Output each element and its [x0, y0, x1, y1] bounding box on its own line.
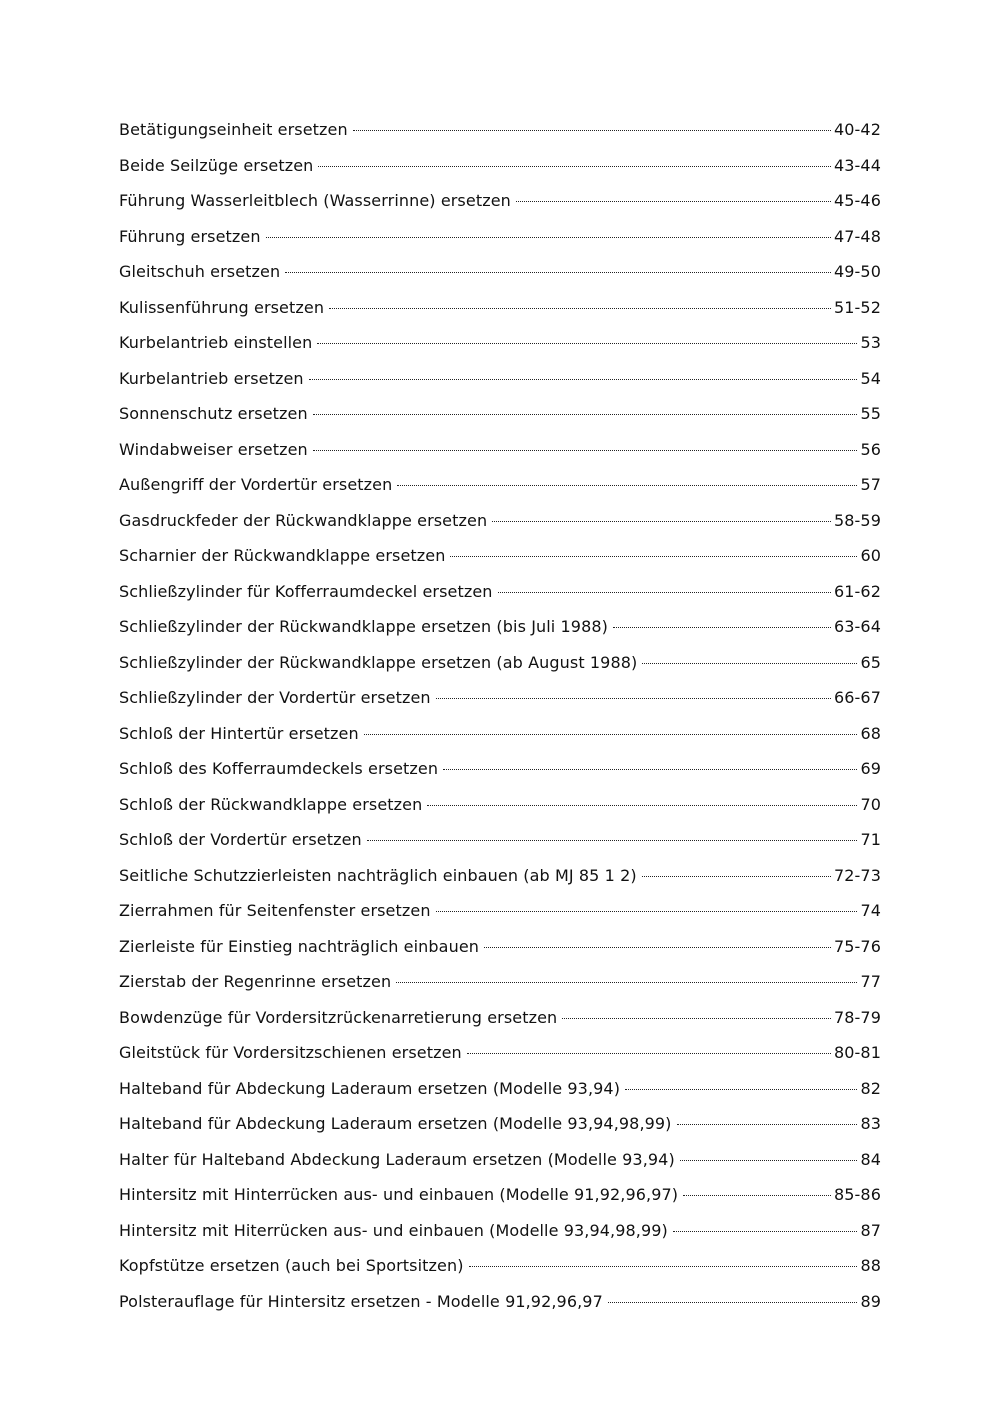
- toc-entry[interactable]: [119, 1284, 881, 1320]
- toc-entry-page: 43-44: [834, 155, 881, 175]
- toc-dot-leader: [562, 1018, 831, 1019]
- toc-dot-leader: [469, 1266, 858, 1267]
- toc-entry[interactable]: [119, 1142, 881, 1178]
- toc-dot-leader: [608, 1302, 858, 1303]
- toc-entry[interactable]: [119, 290, 881, 326]
- toc-entry-title: Kopfstütze ersetzen (auch bei Sportsitzen): [119, 1256, 464, 1275]
- toc-entry-title: Schließzylinder für Kofferraumdeckel ersetzen: [119, 581, 493, 601]
- toc-entry-title: Kulissenführung ersetzen: [119, 297, 325, 317]
- toc-dot-leader: [436, 698, 831, 699]
- toc-dot-leader: [498, 592, 831, 593]
- toc-entry-page: 83: [860, 1114, 881, 1133]
- toc-entry-page: 49-50: [834, 262, 881, 281]
- toc-dot-leader: [427, 805, 857, 806]
- toc-entry-title: Zierleiste für Einstieg nachträglich einbauen: [119, 936, 479, 956]
- toc-entry-title: Schloß der Rückwandklappe ersetzen: [119, 794, 423, 814]
- toc-entry-page: 89: [860, 1291, 881, 1311]
- toc-dot-leader: [285, 272, 831, 273]
- toc-entry-title: Beide Seilzüge ersetzen: [119, 155, 314, 175]
- toc-entry-page: 63-64: [834, 617, 881, 636]
- toc-entry-page: 61-62: [834, 581, 881, 601]
- toc-dot-leader: [516, 201, 831, 202]
- toc-dot-leader: [436, 911, 858, 912]
- toc-entry-page: 85-86: [834, 1185, 881, 1204]
- toc-dot-leader: [364, 734, 858, 735]
- toc-entry-page: 45-46: [834, 191, 881, 210]
- toc-entry[interactable]: [119, 822, 881, 858]
- toc-entry-title: Bowdenzüge für Vordersitzrückenarretierung ersetzen: [119, 1007, 558, 1027]
- toc-entry[interactable]: [119, 680, 881, 716]
- toc-entry-page: 69: [860, 759, 881, 778]
- toc-entry-title: Kurbelantrieb ersetzen: [119, 368, 304, 388]
- toc-entry-title: Betätigungseinheit ersetzen: [119, 120, 348, 139]
- toc-entry[interactable]: [119, 787, 881, 823]
- toc-dot-leader: [367, 840, 858, 841]
- toc-entry-title: Hintersitz mit Hiterrücken aus- und einbauen (Modelle 93,94,98,99): [119, 1220, 668, 1240]
- toc-entry-page: 68: [860, 723, 881, 743]
- toc-entry-title: Zierstab der Regenrinne ersetzen: [119, 972, 392, 991]
- toc-dot-leader: [317, 343, 857, 344]
- toc-entry-title: Schloß der Vordertür ersetzen: [119, 830, 362, 849]
- toc-entry-title: Gleitstück für Vordersitzschienen ersetzen: [119, 1043, 462, 1062]
- toc-entry-page: 47-48: [834, 226, 881, 246]
- toc-entry-title: Schloß der Hintertür ersetzen: [119, 723, 359, 743]
- toc-dot-leader: [492, 521, 831, 522]
- toc-entry-title: Seitliche Schutzzierleisten nachträglich einbauen (ab MJ 85 1 2): [119, 865, 637, 885]
- toc-dot-leader: [467, 1053, 831, 1054]
- toc-entry[interactable]: [119, 538, 881, 574]
- toc-dot-leader: [397, 485, 857, 486]
- toc-entry[interactable]: [119, 929, 881, 965]
- toc-entry-page: 78-79: [834, 1007, 881, 1027]
- toc-entry[interactable]: [119, 1213, 881, 1249]
- toc-dot-leader: [353, 130, 831, 131]
- toc-entry[interactable]: [119, 609, 881, 645]
- toc-dot-leader: [680, 1160, 858, 1161]
- toc-dot-leader: [642, 876, 831, 877]
- toc-entry-page: 87: [860, 1220, 881, 1240]
- toc-entry[interactable]: [119, 645, 881, 681]
- toc-entry-title: Zierrahmen für Seitenfenster ersetzen: [119, 901, 431, 920]
- toc-entry-page: 56: [860, 439, 881, 459]
- toc-entry-page: 57: [860, 475, 881, 494]
- toc-entry[interactable]: [119, 432, 881, 468]
- toc-entry[interactable]: [119, 1071, 881, 1107]
- toc-entry[interactable]: [119, 1177, 881, 1213]
- toc-dot-leader: [313, 450, 858, 451]
- toc-dot-leader: [266, 237, 831, 238]
- toc-entry-title: Schließzylinder der Vordertür ersetzen: [119, 688, 431, 707]
- toc-dot-leader: [642, 663, 857, 664]
- toc-entry-page: 55: [860, 404, 881, 423]
- toc-entry-page: 74: [860, 901, 881, 920]
- toc-entry-title: Scharnier der Rückwandklappe ersetzen: [119, 546, 446, 565]
- toc-dot-leader: [309, 379, 858, 380]
- toc-entry-title: Schließzylinder der Rückwandklappe ersetzen (bis Juli 1988): [119, 617, 608, 636]
- toc-entry[interactable]: [119, 219, 881, 255]
- toc-entry-title: Gleitschuh ersetzen: [119, 262, 281, 281]
- toc-entry-page: 75-76: [834, 936, 881, 956]
- toc-entry-page: 58-59: [834, 510, 881, 530]
- toc-entry-page: 60: [860, 546, 881, 565]
- toc-entry[interactable]: [119, 148, 881, 184]
- toc-entry-page: 65: [860, 652, 881, 672]
- toc-entry-title: Führung ersetzen: [119, 226, 261, 246]
- toc-dot-leader: [313, 414, 858, 415]
- toc-entry[interactable]: [119, 361, 881, 397]
- toc-entry[interactable]: [119, 325, 881, 361]
- toc-entry-page: 82: [860, 1078, 881, 1098]
- toc-entry[interactable]: [119, 1106, 881, 1142]
- toc-entry-title: Schließzylinder der Rückwandklappe ersetzen (ab August 1988): [119, 652, 638, 672]
- toc-dot-leader: [318, 166, 831, 167]
- toc-entry[interactable]: [119, 893, 881, 929]
- toc-dot-leader: [683, 1195, 831, 1196]
- toc-entry-title: Führung Wasserleitblech (Wasserrinne) ersetzen: [119, 191, 511, 210]
- toc-dot-leader: [677, 1124, 858, 1125]
- toc-dot-leader: [329, 308, 831, 309]
- toc-entry-page: 40-42: [834, 120, 881, 139]
- toc-dot-leader: [443, 769, 857, 770]
- toc-entry-page: 70: [860, 794, 881, 814]
- toc-entry-page: 84: [860, 1149, 881, 1169]
- toc-entry[interactable]: [119, 112, 881, 148]
- toc-entry-title: Kurbelantrieb einstellen: [119, 333, 313, 352]
- toc-entry-page: 53: [860, 333, 881, 352]
- toc-dot-leader: [484, 947, 831, 948]
- toc-dot-leader: [673, 1231, 858, 1232]
- toc-entry-page: 71: [860, 830, 881, 849]
- toc-entry[interactable]: [119, 254, 881, 290]
- toc-entry[interactable]: [119, 751, 881, 787]
- toc-entry-page: 88: [860, 1256, 881, 1275]
- toc-entry-page: 66-67: [834, 688, 881, 707]
- toc-entry-title: Außengriff der Vordertür ersetzen: [119, 475, 393, 494]
- toc-entry[interactable]: [119, 1035, 881, 1071]
- toc-entry[interactable]: [119, 716, 881, 752]
- toc-entry-page: 72-73: [834, 865, 881, 885]
- toc-entry[interactable]: [119, 396, 881, 432]
- toc-entry-title: Halteband für Abdeckung Laderaum ersetzen (Modelle 93,94,98,99): [119, 1114, 672, 1133]
- toc-entry-page: 80-81: [834, 1043, 881, 1062]
- toc-entry[interactable]: [119, 503, 881, 539]
- table-of-contents: [119, 112, 881, 1319]
- toc-entry-title: Hintersitz mit Hinterrücken aus- und einbauen (Modelle 91,92,96,97): [119, 1185, 679, 1204]
- toc-entry[interactable]: [119, 1248, 881, 1284]
- toc-entry[interactable]: [119, 467, 881, 503]
- toc-entry-title: Halter für Halteband Abdeckung Laderaum ersetzen (Modelle 93,94): [119, 1149, 675, 1169]
- toc-dot-leader: [450, 556, 857, 557]
- toc-entry-page: 51-52: [834, 297, 881, 317]
- toc-entry-title: Polsterauflage für Hintersitz ersetzen - Modelle 91,92,96,97: [119, 1291, 603, 1311]
- toc-entry-title: Halteband für Abdeckung Laderaum ersetzen (Modelle 93,94): [119, 1078, 621, 1098]
- toc-dot-leader: [396, 982, 857, 983]
- toc-entry-title: Sonnenschutz ersetzen: [119, 404, 308, 423]
- toc-entry-title: Windabweiser ersetzen: [119, 439, 308, 459]
- toc-entry[interactable]: [119, 183, 881, 219]
- toc-entry-title: Gasdruckfeder der Rückwandklappe ersetzen: [119, 510, 488, 530]
- toc-entry[interactable]: [119, 858, 881, 894]
- toc-entry[interactable]: [119, 574, 881, 610]
- toc-entry[interactable]: [119, 964, 881, 1000]
- toc-entry-page: 77: [860, 972, 881, 991]
- toc-dot-leader: [625, 1089, 857, 1090]
- toc-entry[interactable]: [119, 1000, 881, 1036]
- toc-entry-title: Schloß des Kofferraumdeckels ersetzen: [119, 759, 439, 778]
- toc-entry-page: 54: [860, 368, 881, 388]
- toc-dot-leader: [613, 627, 831, 628]
